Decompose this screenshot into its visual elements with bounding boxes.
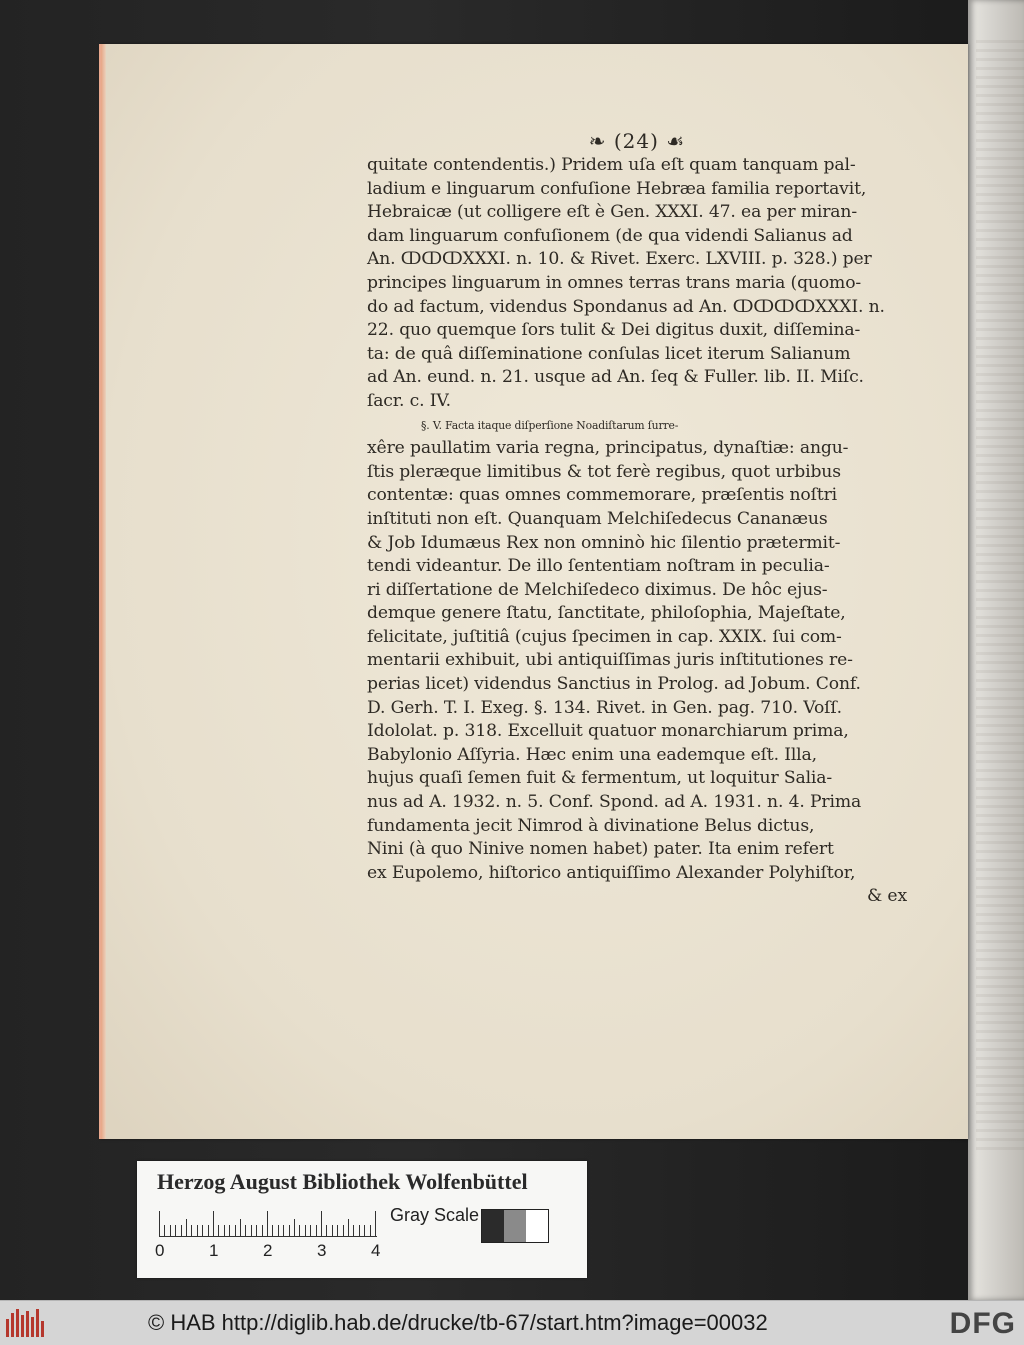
- ruler-tick: [278, 1225, 279, 1237]
- text-line: ta: de quâ diſſeminatione conſulas licet iterum Salianum: [367, 343, 851, 364]
- ruler-tick: [321, 1211, 322, 1237]
- ruler-tick: [359, 1225, 360, 1237]
- ruler-tick: [348, 1219, 349, 1237]
- ruler-tick: [181, 1225, 182, 1237]
- measurement-ruler: [159, 1209, 377, 1237]
- ruler-tick: [343, 1225, 344, 1237]
- text-line: fundamenta jecit Nimrod à divinatione Belus dictus,: [367, 815, 815, 836]
- text-line: Hebraicæ (ut colligere eſt è Gen. XXXI. 47. ea per miran-: [367, 202, 857, 223]
- ruler-tick: [305, 1225, 306, 1237]
- ruler-tick: [170, 1225, 171, 1237]
- ruler-tick: [235, 1225, 236, 1237]
- text-line: ex Eupolemo, hiſtorico antiquiſſimo Alexander Polyhiſtor,: [367, 862, 856, 883]
- ruler-number: 3: [317, 1241, 327, 1260]
- page-text-block: [367, 128, 907, 909]
- ruler-tick: [229, 1225, 230, 1237]
- ruler-tick: [326, 1225, 327, 1237]
- ruler-tick: [213, 1211, 214, 1237]
- text-line: xêre paullatim varia regna, principatus, dynaſtiæ: angu-: [367, 438, 849, 459]
- ruler-tick: [218, 1225, 219, 1237]
- text-line: felicitate, juſtitiâ (cujus ſpecimen in cap. XXIX. ſui com-: [367, 626, 842, 647]
- ruler-tick: [364, 1225, 365, 1237]
- text-line: 22. quo quemque ſors tulit & Dei digitus duxit, diſſemina-: [367, 320, 861, 341]
- text-lines: [367, 154, 907, 909]
- text-line: ri diſſertatione de Melchiſedeco diximus. De hôc ejus-: [367, 579, 828, 600]
- gray-scale-label: Gray Scale: [390, 1205, 480, 1225]
- text-line: Nini (à quo Ninive nomen habet) pater. Ita enim refert: [367, 839, 834, 860]
- ruler-tick: [186, 1219, 187, 1237]
- hab-logo-icon: [6, 1309, 44, 1337]
- text-line: contentæ: quas omnes commemorare, præſentis noſtri: [367, 485, 838, 506]
- text-line: quitate contendentis.) Pridem uſa eſt quam tanquam pal-: [367, 155, 856, 175]
- ruler-tick: [299, 1225, 300, 1237]
- ruler-tick: [208, 1225, 209, 1237]
- ruler-tick: [337, 1225, 338, 1237]
- ruler-number: 0: [155, 1241, 165, 1260]
- text-line: mentarii exhibuit, ubi antiquiſſimas juris inſtitutiones re-: [367, 650, 853, 671]
- text-line: D. Gerh. T. I. Exeg. §. 134. Rivet. in Gen. pag. 710. Voſſ.: [367, 697, 842, 718]
- dfg-logo: DFG: [949, 1307, 1016, 1340]
- ruler-tick: [202, 1225, 203, 1237]
- ruler-tick: [262, 1225, 263, 1237]
- ruler-tick: [164, 1225, 165, 1237]
- library-name: Herzog August Bibliothek Wolfenbüttel: [157, 1169, 528, 1194]
- ruler-tick: [294, 1219, 295, 1237]
- ruler-tick: [353, 1225, 354, 1237]
- ruler-tick: [267, 1211, 268, 1237]
- gray-swatch-cell: [526, 1210, 548, 1242]
- text-line: & Job Idumæus Rex non omninò hic ſilentio prætermit-: [367, 532, 841, 553]
- copyright-url[interactable]: © HAB http://diglib.hab.de/drucke/tb-67/start.htm?image=00032: [148, 1310, 768, 1335]
- ruler-tick: [272, 1225, 273, 1237]
- text-line: do ad factum, videndus Spondanus ad An. ↀↀↀↀXXXI. n.: [367, 296, 885, 317]
- facing-page-texture: [976, 40, 1024, 1150]
- text-line: nus ad A. 1932. n. 5. Conf. Spond. ad A. 1931. n. 4. Prima: [367, 792, 862, 813]
- ruler-tick: [375, 1211, 376, 1237]
- ruler-number: 4: [371, 1241, 381, 1260]
- text-line: tendi videantur. De illo ſententiam noſtram in peculia-: [367, 556, 830, 577]
- text-line: Idololat. p. 318. Excelluit quatuor monarchiarum prima,: [367, 721, 849, 742]
- text-line: §. V. Facta itaque diſperſione Noadiſtarum ſurre-: [421, 418, 679, 432]
- ruler-tick: [370, 1225, 371, 1237]
- text-line: perias licet) videndus Sanctius in Prolog. ad Jobum. Conf.: [367, 674, 861, 695]
- ruler-tick: [251, 1225, 252, 1237]
- ruler-number: 2: [263, 1241, 273, 1260]
- text-line: Babylonio Aſſyria. Hæc enim una eademque eſt. Illa,: [367, 744, 817, 765]
- gray-scale-swatch: [481, 1209, 549, 1243]
- ruler-tick: [159, 1211, 160, 1237]
- viewer-footer: [0, 1300, 1024, 1345]
- page-number-header: ❧ (24) ☙: [588, 129, 686, 153]
- text-line: ad An. eund. n. 21. usque ad An. ſeq & Fuller. lib. II. Miſc.: [367, 367, 864, 388]
- ruler-tick: [310, 1225, 311, 1237]
- ruler-tick: [283, 1225, 284, 1237]
- ruler-tick: [240, 1219, 241, 1237]
- text-line: hujus quaſi ſemen fuit & fermentum, ut loquitur Salia-: [367, 768, 833, 789]
- text-line: inſtituti non eſt. Quanquam Melchiſedecus Cananæus: [367, 508, 828, 529]
- text-line: demque genere ſtatu, ſanctitate, philoſophia, Majeſtate,: [367, 603, 846, 624]
- ruler-tick: [245, 1225, 246, 1237]
- text-line: dam linguarum confuſionem (de qua videndi Salianus ad: [367, 225, 853, 246]
- page-binding-edge: [101, 44, 106, 1139]
- ruler-number: 1: [209, 1241, 219, 1260]
- ruler-tick: [289, 1225, 290, 1237]
- text-line: & ex: [866, 886, 907, 907]
- gray-swatch-cell: [482, 1210, 504, 1242]
- ruler-tick: [197, 1225, 198, 1237]
- ruler-tick: [191, 1225, 192, 1237]
- ruler-tick: [316, 1225, 317, 1237]
- text-line: An. ↀↀↀXXXI. n. 10. & Rivet. Exerc. LXVIII. p. 328.) per: [367, 249, 872, 270]
- text-line: ſacr. c. IV.: [367, 390, 451, 411]
- library-color-card: [137, 1161, 587, 1278]
- ruler-tick: [332, 1225, 333, 1237]
- text-line: ſtis pleræque limitibus & tot ferè regibus, quot urbibus: [367, 461, 841, 482]
- ruler-tick: [175, 1225, 176, 1237]
- ruler-tick: [256, 1225, 257, 1237]
- ruler-tick: [224, 1225, 225, 1237]
- text-line: principes linguarum in omnes terras trans maria (quomo-: [367, 272, 862, 293]
- text-line: ladium e linguarum confuſione Hebræa familia reportavit,: [367, 178, 867, 199]
- gray-swatch-cell: [504, 1210, 526, 1242]
